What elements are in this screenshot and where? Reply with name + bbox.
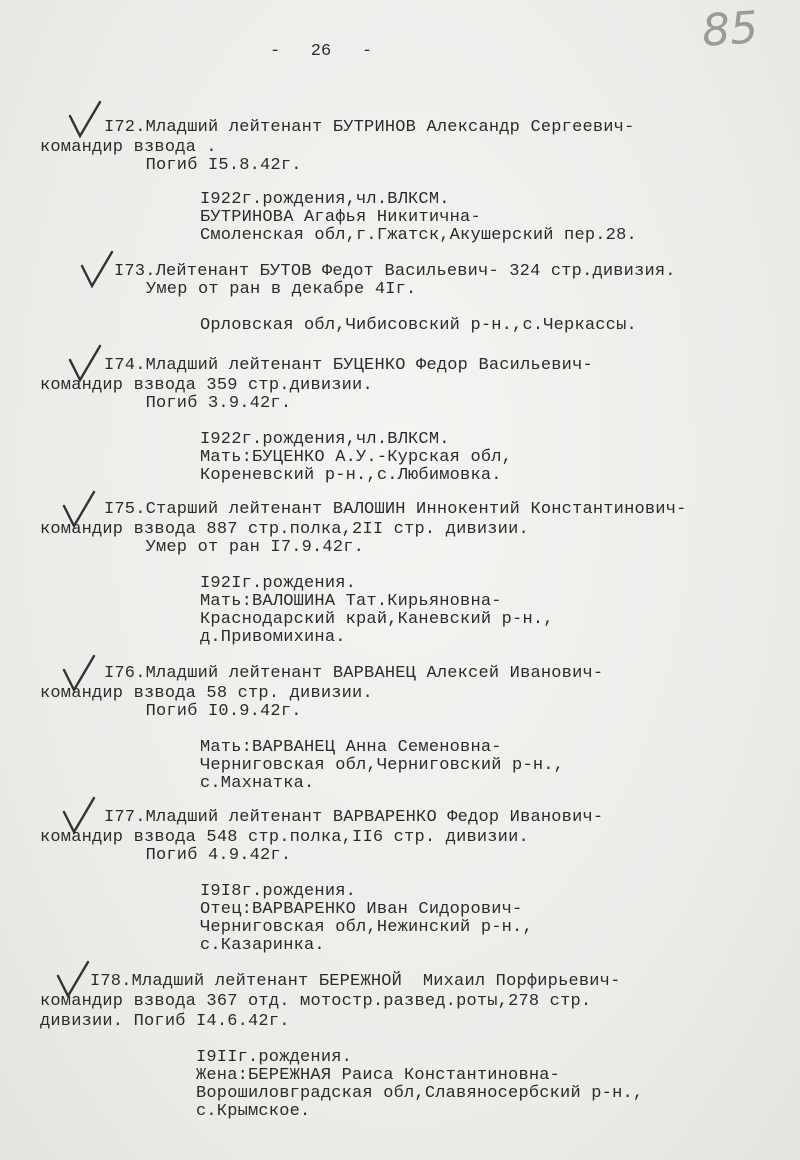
entry-detail: I922г.рождения,чл.ВЛКСМ. — [200, 190, 450, 209]
entry-detail: с.Махнатка. — [200, 774, 315, 793]
entry-detail: Мать:ВАРВАНЕЦ Анна Семеновна- — [200, 738, 502, 757]
entry-detail: Отец:ВАРВАРЕНКО Иван Сидорович- — [200, 900, 523, 919]
entry-header: I76.Младший лейтенант ВАРВАНЕЦ Алексей Иванович- — [104, 664, 604, 683]
entry-detail: I9IIг.рождения. — [196, 1048, 353, 1067]
entry-header: I75.Старший лейтенант ВАЛОШИН Иннокентий Константинович- — [104, 500, 687, 519]
entry-detail: Краснодарский край,Каневский р-н., — [200, 610, 554, 629]
entry-detail: Черниговская обл,Нежинский р-н., — [200, 918, 533, 937]
entry-detail: Орловская обл,Чибисовский р-н.,с.Черкассы. — [200, 316, 637, 335]
entry-line: дивизии. Погиб I4.6.42г. — [40, 1012, 290, 1031]
entry-detail: I92Iг.рождения. — [200, 574, 357, 593]
check-mark-icon — [80, 250, 114, 290]
entry-detail: Кореневский р-н.,с.Любимовка. — [200, 466, 502, 485]
entry-line: Умер от ран I7.9.42г. — [104, 538, 365, 557]
entry-detail: I9I8г.рождения. — [200, 882, 357, 901]
entry-detail: I922г.рождения,чл.ВЛКСМ. — [200, 430, 450, 449]
entry-header: I74.Младший лейтенант БУЦЕНКО Федор Васильевич- — [104, 356, 593, 375]
entry-detail: Жена:БЕРЕЖНАЯ Раиса Константиновна- — [196, 1066, 561, 1085]
entry-line: командир взвода 548 стр.полка,II6 стр. дивизии. — [40, 828, 529, 847]
entry-header: I78.Младший лейтенант БЕРЕЖНОЙ Михаил Порфирьевич- — [90, 972, 621, 991]
check-mark-icon — [68, 100, 102, 140]
entry-detail: с.Казаринка. — [200, 936, 325, 955]
entry-detail: Смоленская обл,г.Гжатск,Акушерский пер.28. — [200, 226, 637, 245]
entry-detail: Мать:ВАЛОШИНА Тат.Кирьяновна- — [200, 592, 502, 611]
entry-line: командир взвода 367 отд. мотостр.развед.роты,278 стр. — [40, 992, 592, 1011]
entry-line: Погиб I0.9.42г. — [104, 702, 302, 721]
entry-line: Погиб 4.9.42г. — [104, 846, 292, 865]
archive-folio-mark: 85 — [700, 2, 760, 57]
entry-line: командир взвода 359 стр.дивизии. — [40, 376, 373, 395]
entry-detail: д.Привомихина. — [200, 628, 346, 647]
entry-line: командир взвода 58 стр. дивизии. — [40, 684, 373, 703]
entry-line: Погиб I5.8.42г. — [104, 156, 302, 175]
entry-header: I72.Младший лейтенант БУТРИНОВ Александр Сергеевич- — [104, 118, 635, 137]
entry-detail: Черниговская обл,Черниговский р-н., — [200, 756, 565, 775]
entry-line: Умер от ран в декабре 4Iг. — [146, 280, 417, 299]
entry-line: командир взвода . — [40, 138, 217, 157]
entry-line: командир взвода 887 стр.полка,2II стр. дивизии. — [40, 520, 529, 539]
entry-detail: с.Крымское. — [196, 1102, 311, 1121]
entry-detail: Мать:БУЦЕНКО А.У.-Курская обл, — [200, 448, 513, 467]
entry-detail: Ворошиловградская обл,Славяносербский р-н., — [196, 1084, 644, 1103]
entry-line: Погиб 3.9.42г. — [104, 394, 292, 413]
page-number: - 26 - — [270, 42, 373, 61]
entry-header: I77.Младший лейтенант ВАРВАРЕНКО Федор Иванович- — [104, 808, 604, 827]
entry-header: I73.Лейтенант БУТОВ Федот Васильевич- 324 стр.дивизия. — [114, 262, 676, 281]
entry-detail: БУТРИНОВА Агафья Никитична- — [200, 208, 481, 227]
